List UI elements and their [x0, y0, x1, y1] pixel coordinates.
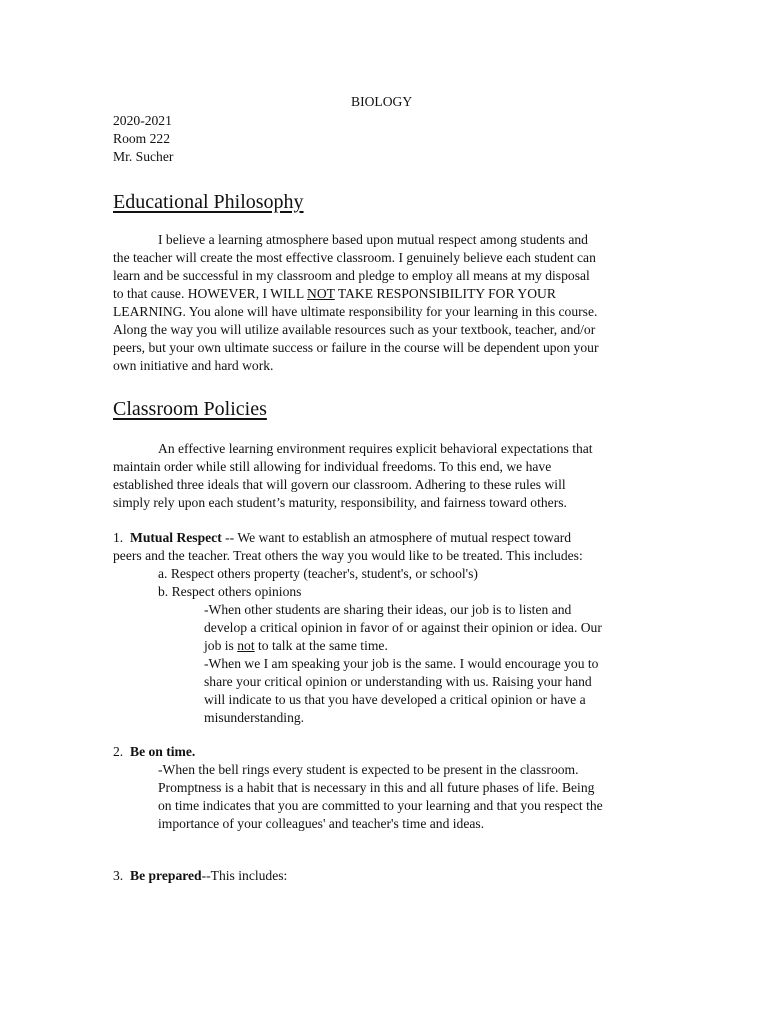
rule-1-title: Mutual Respect: [130, 530, 222, 545]
philosophy-line: own initiative and hard work.: [113, 358, 274, 373]
philosophy-line: LEARNING. You alone will have ultimate responsibility for your learning in this course.: [113, 304, 598, 319]
philosophy-line: Along the way you will utilize available resources such as your textbook, teacher, and/or: [113, 322, 596, 337]
rule-1: 1. Mutual Respect -- We want to establish an atmosphere of mutual respect toward: [113, 530, 572, 545]
rule-1-sub-line: misunderstanding.: [204, 710, 305, 725]
policies-intro-line: simply rely upon each student’s maturity, responsibility, and fairness toward others.: [113, 495, 567, 510]
philosophy-line: the teacher will create the most effective classroom. I genuinely believe each student can: [113, 250, 596, 265]
course-title: BIOLOGY: [351, 94, 413, 109]
philosophy-line: peers, but your own ultimate success or failure in the course will be dependent upon your: [113, 340, 599, 355]
rule-2-line: -When the bell rings every student is expected to be present in the classroom.: [158, 762, 579, 777]
rule-2-title: Be on time.: [130, 744, 196, 759]
rule-1-sub-line: share your critical opinion or understanding with us. Raising your hand: [204, 674, 592, 689]
rule-1-item-b: b. Respect others opinions: [158, 584, 302, 599]
rule-1-sub-line: develop a critical opinion in favor of or against their opinion or idea. Our: [204, 620, 602, 635]
rule-3-title: Be prepared: [130, 868, 202, 883]
philosophy-line: to that cause. HOWEVER, I WILL NOT TAKE RESPONSIBILITY FOR YOUR: [113, 286, 556, 301]
room-number: Room 222: [113, 131, 171, 146]
rule-3: 3. Be prepared--This includes:: [113, 868, 288, 883]
teacher-name: Mr. Sucher: [113, 149, 174, 164]
not-emphasis: not: [237, 638, 255, 653]
philosophy-line: learn and be successful in my classroom and pledge to employ all means at my disposal: [113, 268, 590, 283]
rule-1-sub-line: -When other students are sharing their ideas, our job is to listen and: [204, 602, 572, 617]
rule-1-line: peers and the teacher. Treat others the way you would like to be treated. This includes:: [113, 548, 583, 563]
rule-1-sub-line: will indicate to us that you have developed a critical opinion or have a: [204, 692, 586, 707]
policies-intro-line: maintain order while still allowing for individual freedoms. To this end, we have: [113, 459, 552, 474]
rule-2-line: importance of your colleagues' and teacher's time and ideas.: [158, 816, 485, 831]
policies-intro-line: An effective learning environment requires explicit behavioral expectations that: [158, 441, 593, 456]
rule-2-line: on time indicates that you are committed to your learning and that you respect the: [158, 798, 603, 813]
policies-heading: Classroom Policies: [113, 398, 267, 420]
rule-2: 2. Be on time.: [113, 744, 196, 759]
rule-2-line: Promptness is a habit that is necessary in this and all future phases of life. Being: [158, 780, 595, 795]
rule-1-item-a: a. Respect others property (teacher's, student's, or school's): [158, 566, 478, 581]
rule-1-sub-line: job is not to talk at the same time.: [204, 638, 388, 653]
philosophy-heading: Educational Philosophy: [113, 191, 304, 213]
school-year: 2020-2021: [113, 113, 172, 128]
not-emphasis: NOT: [307, 286, 335, 301]
philosophy-line: I believe a learning atmosphere based upon mutual respect among students and: [158, 232, 588, 247]
rule-1-sub-line: -When we I am speaking your job is the same. I would encourage you to: [204, 656, 599, 671]
policies-intro-line: established three ideals that will govern our classroom. Adhering to these rules will: [113, 477, 566, 492]
